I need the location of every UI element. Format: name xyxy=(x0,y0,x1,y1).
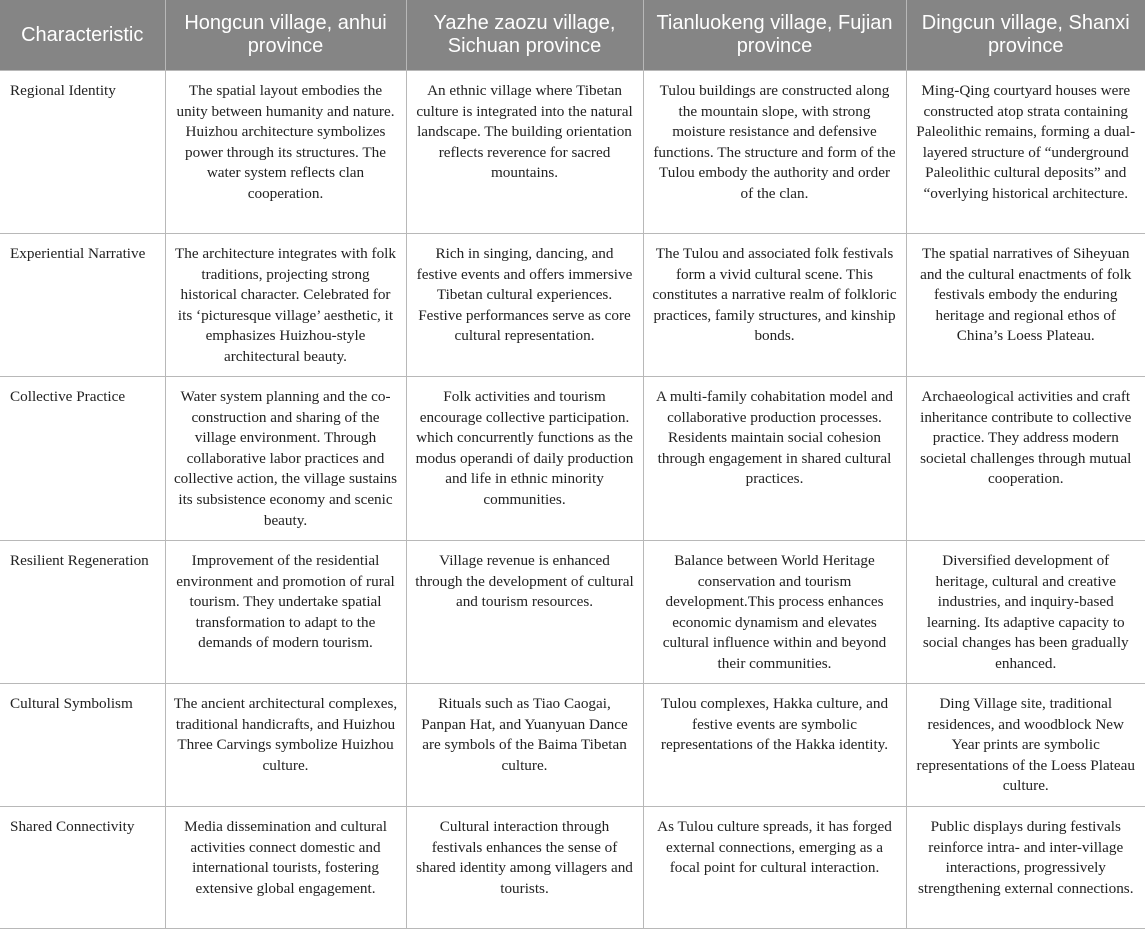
table-cell: Ming-Qing courtyard houses were constructed atop strata containing Paleolithic remains, forming a dual-layered structure of “underground Paleolithic cultural deposits” and “overlying historical architecture. xyxy=(906,71,1145,234)
column-header-tianluokeng: Tianluokeng village, Fujian province xyxy=(643,0,906,71)
table-cell: Water system planning and the co-construction and sharing of the village environment. Through collaborative labor practices and collective action, the village sustains its subsistence economy and scenic beauty. xyxy=(165,377,406,541)
header-row xyxy=(0,0,1145,71)
table-cell: The architecture integrates with folk traditions, projecting strong historical character. Celebrated for its ‘picturesque village’ aesthetic, it emphasizes Huizhou-style architectural beauty. xyxy=(165,234,406,377)
row-label: Resilient Regeneration xyxy=(0,541,165,684)
table-row-shared-connectivity xyxy=(0,807,1145,929)
table-cell: Rituals such as Tiao Caogai, Panpan Hat, and Yuanyuan Dance are symbols of the Baima Tibetan culture. xyxy=(406,684,643,807)
table-cell: Village revenue is enhanced through the development of cultural and tourism resources. xyxy=(406,541,643,684)
table-row-regional-identity xyxy=(0,71,1145,234)
table-row-resilient-regeneration xyxy=(0,541,1145,684)
table-row-collective-practice xyxy=(0,377,1145,541)
column-header-yazhe-zaozu: Yazhe zaozu village, Sichuan province xyxy=(406,0,643,71)
table-cell: Tulou complexes, Hakka culture, and festive events are symbolic representations of the Hakka identity. xyxy=(643,684,906,807)
table-cell: Ding Village site, traditional residences, and woodblock New Year prints are symbolic representations of the Loess Plateau culture. xyxy=(906,684,1145,807)
table-cell: The spatial layout embodies the unity between humanity and nature. Huizhou architecture symbolizes power through its structures. The water system reflects clan cooperation. xyxy=(165,71,406,234)
table-cell: Balance between World Heritage conservation and tourism development.This process enhances economic dynamism and elevates cultural influence within and beyond their communities. xyxy=(643,541,906,684)
table-cell: Folk activities and tourism encourage collective participation. which concurrently functions as the modus operandi of daily production and life in ethnic minority communities. xyxy=(406,377,643,541)
table-row-cultural-symbolism xyxy=(0,684,1145,807)
table-cell: Improvement of the residential environment and promotion of rural tourism. They undertake spatial transformation to adapt to the demands of modern tourism. xyxy=(165,541,406,684)
row-label: Collective Practice xyxy=(0,377,165,541)
row-label: Cultural Symbolism xyxy=(0,684,165,807)
row-label: Regional Identity xyxy=(0,71,165,234)
table-cell: A multi-family cohabitation model and collaborative production processes. Residents maintain social cohesion through engagement in shared cultural practices. xyxy=(643,377,906,541)
table-cell: Diversified development of heritage, cultural and creative industries, and inquiry-based learning. Its adaptive capacity to social changes has been gradually enhanced. xyxy=(906,541,1145,684)
column-header-dingcun: Dingcun village, Shanxi province xyxy=(906,0,1145,71)
table-cell: An ethnic village where Tibetan culture is integrated into the natural landscape. The building orientation reflects reverence for sacred mountains. xyxy=(406,71,643,234)
table-cell: Rich in singing, dancing, and festive events and offers immersive Tibetan cultural experiences. Festive performances serve as core cultural representation. xyxy=(406,234,643,377)
row-label: Shared Connectivity xyxy=(0,807,165,929)
column-header-hongcun: Hongcun village, anhui province xyxy=(165,0,406,71)
table-row-experiential-narrative xyxy=(0,234,1145,377)
table-cell: Archaeological activities and craft inheritance contribute to collective practice. They address modern societal challenges through mutual cooperation. xyxy=(906,377,1145,541)
table-cell: The Tulou and associated folk festivals form a vivid cultural scene. This constitutes a narrative realm of folkloric practices, family structures, and kinship bonds. xyxy=(643,234,906,377)
table-cell: Media dissemination and cultural activities connect domestic and international tourists, fostering extensive global engagement. xyxy=(165,807,406,929)
table-cell: Tulou buildings are constructed along the mountain slope, with strong moisture resistance and defensive functions. The structure and form of the Tulou embody the authority and order of the clan. xyxy=(643,71,906,234)
table-cell: Cultural interaction through festivals enhances the sense of shared identity among villagers and tourists. xyxy=(406,807,643,929)
table-cell: Public displays during festivals reinforce intra- and inter-village interactions, progressively strengthening external connections. xyxy=(906,807,1145,929)
table-cell: The spatial narratives of Siheyuan and the cultural enactments of folk festivals embody the enduring heritage and regional ethos of China’s Loess Plateau. xyxy=(906,234,1145,377)
row-label: Experiential Narrative xyxy=(0,234,165,377)
column-header-characteristic: Characteristic xyxy=(0,0,165,71)
table-cell: As Tulou culture spreads, it has forged external connections, emerging as a focal point for cultural interaction. xyxy=(643,807,906,929)
table-cell: The ancient architectural complexes, traditional handicrafts, and Huizhou Three Carvings symbolize Huizhou culture. xyxy=(165,684,406,807)
